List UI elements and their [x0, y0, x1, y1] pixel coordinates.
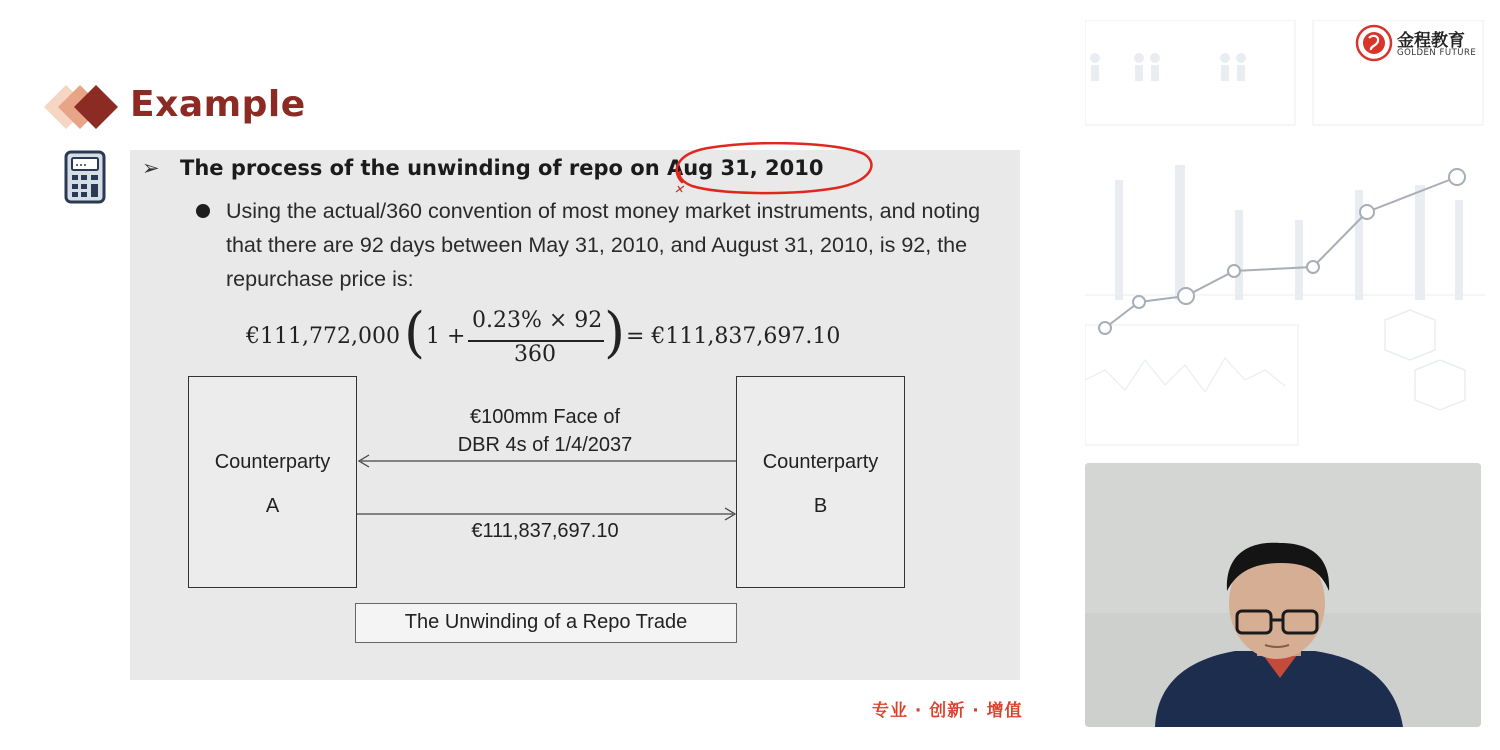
formula-left-paren: (	[404, 301, 426, 364]
counterparty-b-box	[736, 376, 905, 588]
counterparty-a-box	[188, 376, 357, 588]
presenter-video-frame	[1085, 463, 1481, 727]
formula-right-paren: )	[604, 301, 626, 364]
bond-transfer-label-line1: €100mm Face of	[469, 406, 621, 428]
formula-numerator: 0.23% × 92	[472, 308, 603, 333]
brand-seal-icon	[1355, 24, 1393, 62]
brand-name-cn: 金程教育	[1397, 31, 1465, 51]
page-title: Example	[130, 84, 306, 125]
counterparty-b-label: Counterparty	[762, 451, 879, 473]
cash-transfer-label: €111,837,697.10	[471, 520, 619, 542]
heading-text: The process of the unwinding of repo on	[180, 156, 667, 180]
bullet-paragraph: Using the actual/360 convention of most money market instruments, and noting that there are 92 days between May 31, 2010, and August 31, 2010, is 92, the repurchase price is:	[226, 199, 981, 291]
transfer-arrows	[357, 450, 737, 525]
calculator-icon	[64, 150, 106, 204]
footer-slogan: 专业 · 创新 · 增值	[872, 701, 1023, 721]
brand-name-en: GOLDEN FUTURE	[1397, 48, 1477, 58]
presenter-webcam	[1085, 463, 1481, 727]
bond-transfer-label	[400, 403, 690, 459]
counterparty-b-letter: B	[813, 495, 828, 517]
arrow-bullet-icon: ➢	[142, 156, 160, 180]
formula-result: = €111,837,697.10	[626, 324, 841, 349]
repurchase-formula	[246, 300, 886, 376]
bond-transfer-label-line2: DBR 4s of 1/4/2037	[457, 434, 633, 456]
bullet-dot	[196, 204, 210, 218]
annotation-circle	[668, 142, 876, 196]
formula-principal: €111,772,000	[246, 324, 400, 349]
heading-date: Aug 31, 2010	[666, 156, 824, 180]
diagram-caption: The Unwinding of a Repo Trade	[355, 603, 737, 643]
diamond-bullets-icon	[44, 82, 124, 132]
formula-one-plus: 1 +	[426, 324, 466, 349]
decorative-background-graphic	[1085, 20, 1485, 450]
counterparty-a-label: Counterparty	[214, 451, 331, 473]
counterparty-a-letter: A	[265, 495, 280, 517]
formula-denominator: 360	[514, 342, 556, 367]
brand-logo	[1355, 24, 1490, 64]
